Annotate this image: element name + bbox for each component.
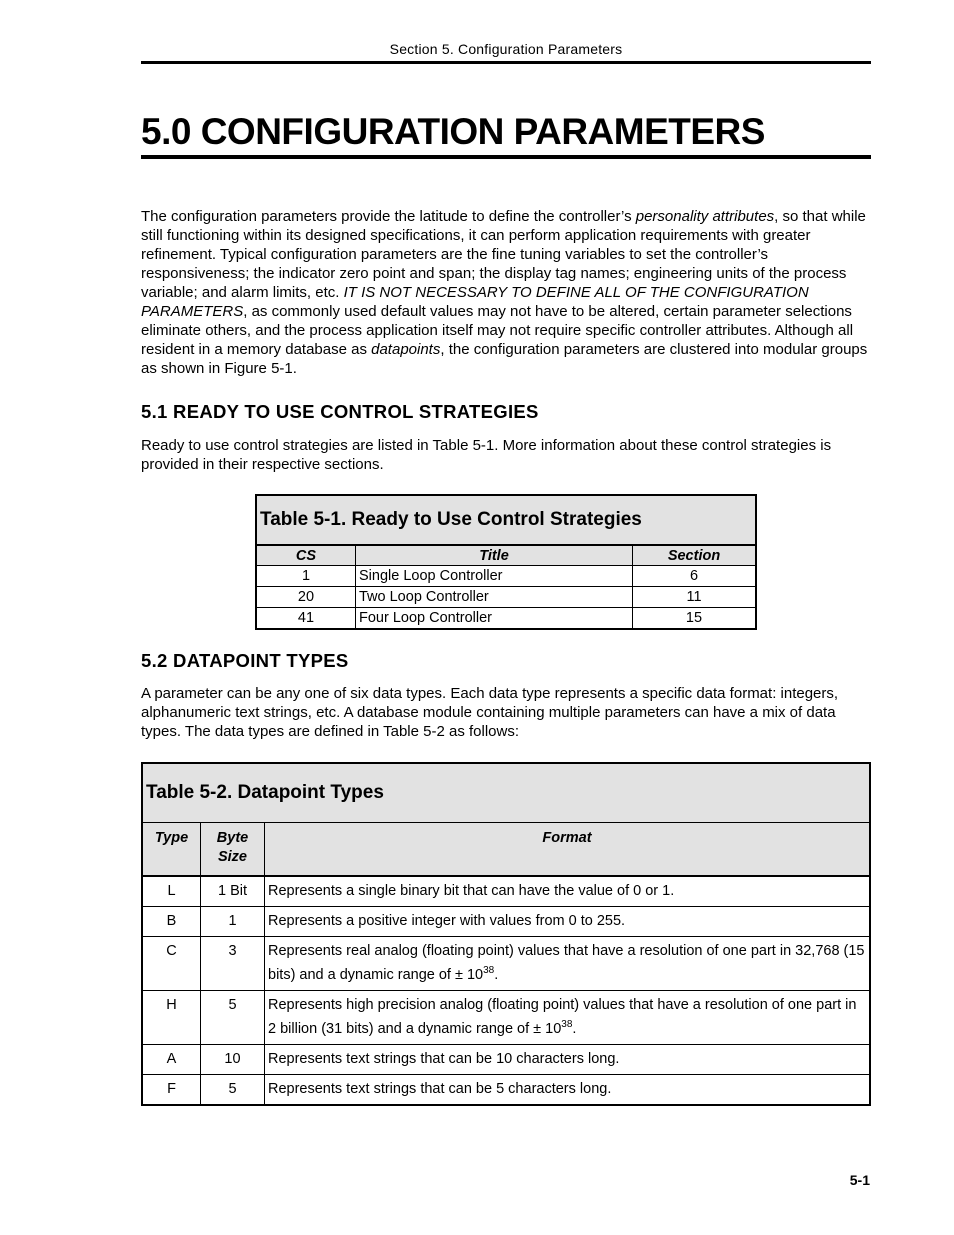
cs-cell: 1: [256, 566, 356, 587]
format-text: Represents text strings that can be 5 characters long.: [268, 1080, 612, 1097]
format-cell: [265, 876, 871, 907]
section-cell: 6: [633, 566, 757, 587]
size-cell: 5: [201, 1074, 265, 1105]
cs-cell: 41: [256, 608, 356, 630]
column-header-title: Title: [356, 545, 633, 566]
intro-italic-2: IT IS NOT NECESSARY TO DEFINE ALL OF THE CONFIGURATION PARAMETERS: [141, 284, 809, 320]
exponent: 38: [561, 1018, 573, 1030]
running-title: Section 5. Configuration Parameters: [389, 41, 623, 57]
section-5-2-text: A parameter can be any one of six data types. Each data type represents a specific data format: integers, alphanumeric text strings, etc. A database module containing multiple parameters can have a mix of data types. The data types are defined in Table 5-2 as follows:: [141, 685, 839, 740]
title-cell: Single Loop Controller: [356, 566, 633, 587]
title-cell: Two Loop Controller: [356, 587, 633, 608]
format-cell: [265, 907, 871, 937]
format-cell: [265, 1074, 871, 1105]
section-5-1-heading: 5.1 READY TO USE CONTROL STRATEGIES: [141, 401, 539, 422]
section-cell: 15: [633, 608, 757, 630]
size-cell: 1: [201, 907, 265, 937]
section-cell: 11: [633, 587, 757, 608]
page-number: 5-1: [849, 1172, 870, 1188]
column-header-section: Section: [633, 545, 757, 566]
type-cell: A: [142, 1044, 201, 1074]
intro-italic-1: personality attributes: [635, 208, 775, 225]
table-row: [256, 587, 756, 608]
type-cell: B: [142, 907, 201, 937]
column-header-format: Format: [265, 823, 871, 877]
type-cell: C: [142, 937, 201, 991]
format-cell: Represents high precision analog (floating point) values that have a resolution of one part in 2 billion (31 bits) and a dynamic range of ± $10^{38}$.: [265, 990, 871, 1044]
table-row: [142, 1044, 870, 1074]
chapter-rule: [141, 155, 871, 159]
intro-text-3: , as commonly used default values may not have to be altered, certain parameter selections eliminate others, and the process application itself may not require specific controller attributes. Although all resident in a memory database as: [141, 303, 854, 358]
intro-text-2: , so that while still functioning within its designed specifications, it can perform application requirements with greater refinement. Typical configuration parameters are the fine tuning variables to set the controller’s responsiveness; the indicator zero point and span; the display tag names; engineering units of the process variable; and alarm limits, etc.: [141, 208, 866, 301]
table-5-2-caption: Table 5-2. Datapoint Types: [142, 763, 870, 823]
format-text: Represents high precision analog (floating point) values that have a resolution of one part in 2 billion (31 bits) and a dynamic range of ± 10: [268, 996, 857, 1037]
format-text: Represents a positive integer with values from 0 to 255.: [268, 913, 626, 929]
intro-paragraph: [141, 207, 871, 378]
table-row: [142, 907, 870, 937]
size-cell: 5: [201, 990, 265, 1044]
table-row: [142, 990, 870, 1044]
table-row: [142, 937, 870, 991]
header-rule: [141, 61, 871, 64]
column-header-cs: CS: [256, 545, 356, 566]
size-cell: 10: [201, 1044, 265, 1074]
section-5-2-heading: 5.2 DATAPOINT TYPES: [141, 650, 349, 671]
table-row: [256, 608, 756, 630]
size-cell: 1 Bit: [201, 876, 265, 907]
column-header-type: Type: [142, 823, 201, 877]
table-row: [142, 876, 870, 907]
table-5-1-header-row: [256, 545, 756, 566]
section-5-1-text: Ready to use control strategies are listed in Table 5-1. More information about these control strategies is provided in their respective sections.: [141, 437, 832, 473]
intro-text-4: , the configuration parameters are clustered into modular groups as shown in Figure 5-1.: [141, 341, 868, 377]
size-cell: 3: [201, 937, 265, 991]
title-cell: Four Loop Controller: [356, 608, 633, 630]
type-cell: H: [142, 990, 201, 1044]
table-5-2-header-row: [142, 823, 870, 877]
format-cell: [265, 1044, 871, 1074]
table-row: [142, 1074, 870, 1105]
cs-cell: 20: [256, 587, 356, 608]
intro-text-1: The configuration parameters provide the latitude to define the controller’s: [141, 208, 636, 225]
table-row: [256, 566, 756, 587]
type-cell: F: [142, 1074, 201, 1105]
table-5-1: [255, 494, 757, 630]
format-text: Represents real analog (floating point) values that have a resolution of one part in 32,768 (15 bits) and a dynamic range of ± 10: [268, 943, 865, 983]
column-header-byte-size: Byte Size: [201, 823, 265, 877]
table-5-2: [141, 762, 871, 1106]
format-cell: Represents real analog (floating point) values that have a resolution of one part in 32,768 (15 bits) and a dynamic range of ± $10^{38}$.: [265, 937, 871, 991]
format-text: Represents a single binary bit that can have the value of 0 or 1.: [268, 883, 675, 899]
type-cell: L: [142, 876, 201, 907]
intro-italic-3: datapoints: [371, 341, 441, 358]
chapter-title: 5.0 CONFIGURATION PARAMETERS: [141, 111, 765, 152]
table-5-1-caption: Table 5-1. Ready to Use Control Strategies: [256, 495, 756, 545]
exponent: 38: [483, 965, 495, 976]
format-text: Represents text strings that can be 10 characters long.: [268, 1050, 620, 1067]
